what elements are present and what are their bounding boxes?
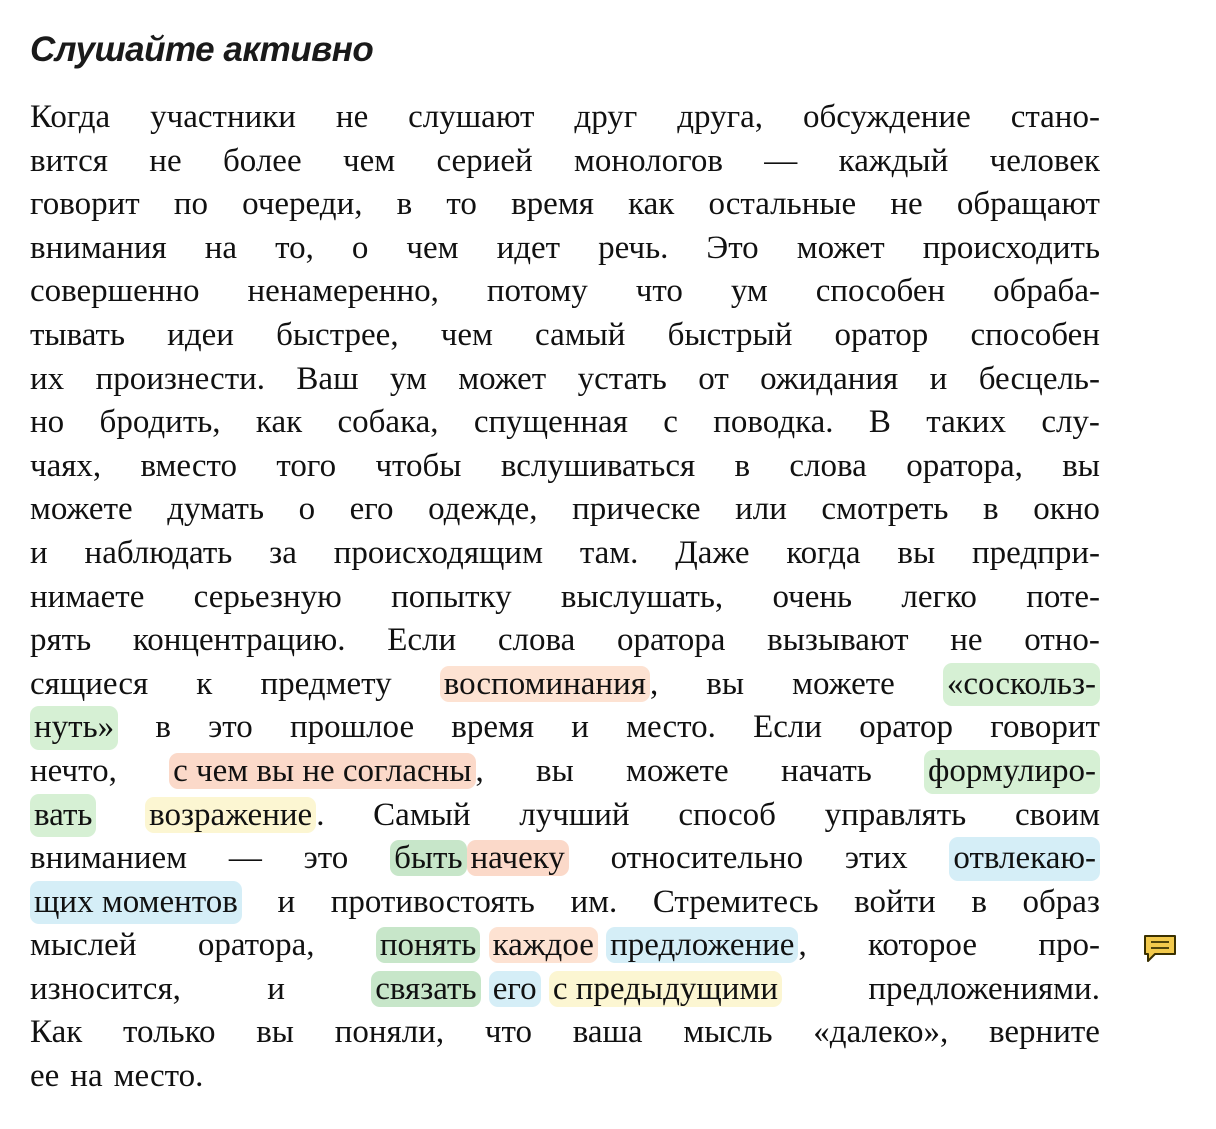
word: ум xyxy=(730,273,768,310)
word: очереди, xyxy=(242,186,363,223)
word: Как xyxy=(30,1014,83,1051)
word: концентрацию. xyxy=(132,622,346,659)
word: только xyxy=(123,1014,216,1051)
word: и xyxy=(571,709,589,746)
word: прошлое xyxy=(290,709,415,746)
word: оратор xyxy=(834,316,929,353)
word: его xyxy=(349,491,394,528)
word: окно xyxy=(1033,491,1100,528)
word: более xyxy=(222,142,302,179)
word: предложениями. xyxy=(868,970,1100,1007)
word: не xyxy=(950,622,983,659)
word: способен xyxy=(815,273,946,310)
text-line xyxy=(30,227,1100,271)
word: ожидания xyxy=(760,360,899,397)
word: вы xyxy=(897,534,936,571)
word: способ xyxy=(678,796,776,833)
highlighted-phrase xyxy=(371,968,782,1012)
word: устать xyxy=(577,360,667,397)
word: поняли, xyxy=(334,1014,445,1051)
word: — xyxy=(228,840,262,877)
word: и xyxy=(30,534,48,571)
word: мысль xyxy=(683,1014,773,1051)
word: может xyxy=(458,360,547,397)
word: идеи xyxy=(167,316,234,353)
highlight-distracting-part1: отвлекаю- xyxy=(949,837,1100,881)
word: попытку xyxy=(391,578,512,615)
word: и xyxy=(267,970,285,1007)
text-line xyxy=(30,924,1100,968)
word: думать xyxy=(167,491,264,528)
word: говорит xyxy=(30,186,140,223)
word: остальные xyxy=(708,186,857,223)
word: Когда xyxy=(30,99,111,135)
word: сящиеся xyxy=(30,665,149,702)
text-line xyxy=(30,270,1100,314)
word: чем xyxy=(440,316,493,353)
word: или xyxy=(735,491,787,528)
word: слу- xyxy=(1041,404,1100,441)
word: спущенная xyxy=(473,404,628,441)
word: совершенно xyxy=(30,273,200,310)
word: которое xyxy=(868,927,977,964)
word: нечто, xyxy=(30,752,117,789)
word: серьезную xyxy=(193,578,342,615)
highlight-with-previous: с предыдущими xyxy=(549,971,782,1007)
word: чтобы xyxy=(375,447,462,484)
word: место. xyxy=(113,1058,204,1095)
word: их xyxy=(30,360,65,397)
word: не xyxy=(890,186,923,223)
word: друга, xyxy=(677,99,764,135)
word: слушают xyxy=(408,99,535,135)
word: поте- xyxy=(1026,578,1100,615)
word: бродить, xyxy=(99,404,221,441)
comment-note-icon[interactable] xyxy=(1143,934,1177,964)
highlighted-word: воспоминания , xyxy=(440,663,658,707)
paragraph xyxy=(30,96,1100,1099)
word: очень xyxy=(772,578,853,615)
word: но xyxy=(30,404,65,441)
highlight-disagree: с чем вы не согласны xyxy=(169,753,475,789)
word: ненамеренно, xyxy=(247,273,439,310)
highlight-objection: возражение xyxy=(145,797,316,833)
text-line xyxy=(30,576,1100,620)
highlight-connect: связать xyxy=(371,971,480,1007)
section-heading: Слушайте активно xyxy=(30,30,374,69)
highlight-distracting-part2: щих моментов xyxy=(30,881,242,925)
text-line xyxy=(30,663,1100,707)
highlighted-word: возражение . xyxy=(145,794,324,838)
word: как xyxy=(628,186,675,223)
word: нимаете xyxy=(30,578,145,615)
word: в xyxy=(155,709,171,746)
word: время xyxy=(451,709,535,746)
word: обсуждение xyxy=(802,99,971,135)
word: обращают xyxy=(956,186,1100,223)
word: на xyxy=(204,229,238,266)
word: Если xyxy=(387,622,457,659)
word: Самый xyxy=(373,796,471,833)
word: тывать xyxy=(30,316,126,353)
text-line xyxy=(30,96,1100,140)
word: когда xyxy=(786,534,861,571)
word: вы xyxy=(256,1014,294,1051)
text-line xyxy=(30,532,1100,576)
word: стано- xyxy=(1010,99,1100,135)
word: человек xyxy=(989,142,1100,179)
word: в xyxy=(734,447,751,484)
word: Даже xyxy=(675,534,750,571)
word: в xyxy=(396,186,413,223)
word: «далеко», xyxy=(813,1014,949,1051)
word: предпри- xyxy=(972,534,1100,571)
word: прическе xyxy=(572,491,701,528)
text-line xyxy=(30,1055,1100,1099)
highlight-sentence: предложение xyxy=(606,927,798,963)
word: не xyxy=(335,99,369,135)
word: монологов xyxy=(574,142,723,179)
highlight-each: каждое xyxy=(489,927,598,963)
word: серией xyxy=(436,142,533,179)
word: В xyxy=(868,404,891,441)
word: наблюдать xyxy=(84,534,233,571)
word: лучший xyxy=(519,796,630,833)
word: происходящим xyxy=(333,534,543,571)
word: слова xyxy=(789,447,867,484)
word: оратора, xyxy=(906,447,1023,484)
word: и xyxy=(277,883,296,920)
word: это xyxy=(303,840,349,877)
word: произнести. xyxy=(95,360,266,397)
highlight-memories: воспоминания xyxy=(440,666,650,702)
word: способен xyxy=(970,316,1100,353)
word: быстрый xyxy=(667,316,793,353)
word: оратора xyxy=(617,622,726,659)
word: образ xyxy=(1022,883,1100,920)
word: к xyxy=(196,665,213,702)
text-line xyxy=(30,183,1100,227)
highlight-alert: начеку xyxy=(467,840,569,876)
word: в xyxy=(971,883,987,920)
word: то, xyxy=(275,229,314,266)
word: войти xyxy=(854,883,936,920)
word: от xyxy=(698,360,729,397)
word: внимания xyxy=(30,229,167,266)
word: относительно xyxy=(610,840,804,877)
text-line xyxy=(30,488,1100,532)
word: оратор xyxy=(859,709,954,746)
text-line xyxy=(30,445,1100,489)
word: время xyxy=(511,186,594,223)
word: вы xyxy=(1062,447,1100,484)
word: самый xyxy=(535,316,626,353)
word: износится, xyxy=(30,970,181,1007)
text-line xyxy=(30,968,1100,1012)
word: по xyxy=(173,186,208,223)
word: каждый xyxy=(838,142,949,179)
word: и xyxy=(929,360,948,397)
word: можете xyxy=(792,665,895,702)
word: идет xyxy=(496,229,561,266)
word: Если xyxy=(753,709,823,746)
word: происходить xyxy=(922,229,1100,266)
word: в xyxy=(983,491,999,528)
text-line xyxy=(30,140,1100,184)
word: чаях, xyxy=(30,447,102,484)
word: вниманием xyxy=(30,840,188,877)
word: обраба- xyxy=(993,273,1100,310)
word: этих xyxy=(844,840,908,877)
text-line xyxy=(30,314,1100,358)
word: слова xyxy=(497,622,576,659)
word: может xyxy=(796,229,885,266)
word: за xyxy=(269,534,297,571)
word: вместо xyxy=(140,447,238,484)
word: место. xyxy=(626,709,716,746)
word: о xyxy=(298,491,316,528)
word: бесцель- xyxy=(978,360,1100,397)
word: смотреть xyxy=(821,491,949,528)
word: начать xyxy=(780,752,872,789)
text-line xyxy=(30,401,1100,445)
text-line xyxy=(30,750,1100,794)
word: вы xyxy=(536,752,574,789)
word: мыслей xyxy=(30,927,137,964)
word: можете xyxy=(626,752,729,789)
word: им. xyxy=(570,883,618,920)
word: потому xyxy=(486,273,588,310)
word: предмету xyxy=(260,665,392,702)
word: вызывают xyxy=(767,622,909,659)
text-line xyxy=(30,794,1100,838)
word: противостоять xyxy=(330,883,535,920)
highlight-slip-part1: «соскольз- xyxy=(943,663,1100,707)
text-line xyxy=(30,619,1100,663)
word: — xyxy=(764,142,798,179)
word: чем xyxy=(342,142,396,179)
word: можете xyxy=(30,491,133,528)
word: поводка. xyxy=(713,404,834,441)
word: вслушиваться xyxy=(500,447,696,484)
word: ум xyxy=(389,360,427,397)
word: рять xyxy=(30,622,92,659)
text-line xyxy=(30,1011,1100,1055)
word: Ваш xyxy=(296,360,359,397)
word: на xyxy=(70,1058,103,1095)
word: участники xyxy=(150,99,296,135)
highlighted-phrase xyxy=(390,837,569,881)
word: это xyxy=(208,709,253,746)
highlighted-phrase: понять каждое предложение , xyxy=(376,924,807,968)
highlighted-phrase: с чем вы не согласны , xyxy=(169,750,484,794)
word: быстрее, xyxy=(276,316,399,353)
word: о xyxy=(351,229,369,266)
word: вится xyxy=(30,142,108,179)
text-line xyxy=(30,706,1100,750)
word: Это xyxy=(706,229,759,266)
text-line xyxy=(30,358,1100,402)
highlight-be: быть xyxy=(390,840,466,876)
text-line xyxy=(30,881,1100,925)
highlight-formulate-part2: вать xyxy=(30,794,96,838)
word: друг xyxy=(574,99,638,135)
word: своим xyxy=(1014,796,1100,833)
text-line xyxy=(30,837,1100,881)
word: выслушать, xyxy=(560,578,724,615)
word: ее xyxy=(30,1058,60,1095)
word: с xyxy=(663,404,678,441)
word: верните xyxy=(989,1014,1100,1051)
word: про- xyxy=(1038,927,1100,964)
word: управлять xyxy=(824,796,967,833)
highlight-it: его xyxy=(489,971,541,1007)
word: что xyxy=(635,273,683,310)
word: отно- xyxy=(1024,622,1100,659)
word: чем xyxy=(406,229,459,266)
word: легко xyxy=(901,578,977,615)
highlight-understand: понять xyxy=(376,927,480,963)
word: вы xyxy=(706,665,745,702)
word: таких xyxy=(926,404,1006,441)
word: там. xyxy=(579,534,639,571)
word: говорит xyxy=(990,709,1100,746)
word: собака, xyxy=(337,404,439,441)
word: не xyxy=(149,142,182,179)
word: того xyxy=(276,447,337,484)
word: оратора, xyxy=(197,927,315,964)
highlight-formulate-part1: формулиро- xyxy=(924,750,1100,794)
word: ваша xyxy=(572,1014,643,1051)
word: что xyxy=(484,1014,532,1051)
word: Стремитесь xyxy=(652,883,819,920)
word: речь. xyxy=(598,229,669,266)
highlight-slip-part2: нуть» xyxy=(30,706,118,750)
word: как xyxy=(255,404,303,441)
word: то xyxy=(446,186,477,223)
word: одежде, xyxy=(428,491,538,528)
